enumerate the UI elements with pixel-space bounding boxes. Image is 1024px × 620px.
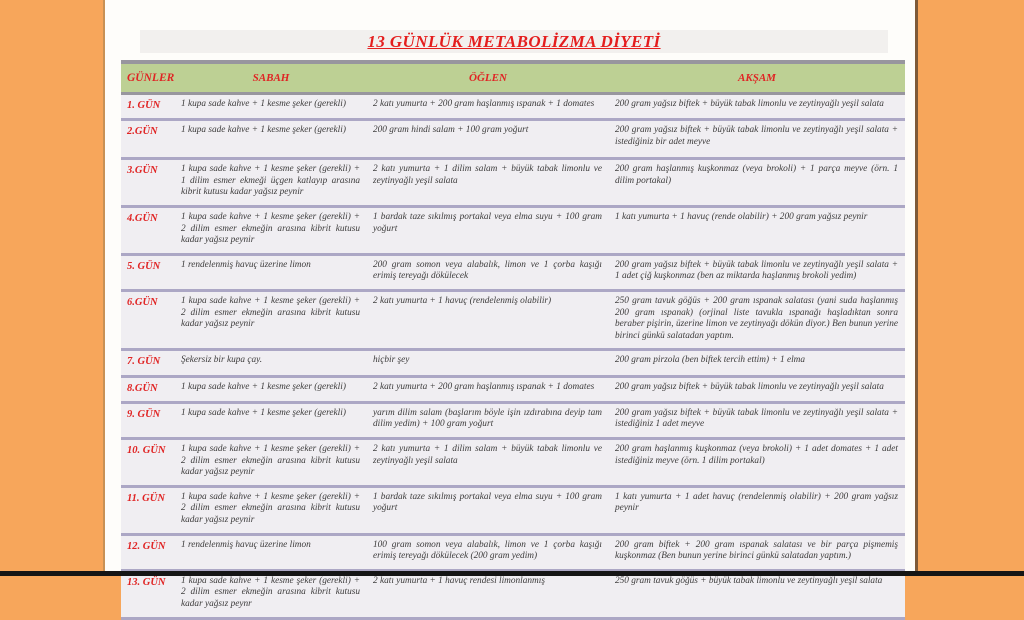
aksam-cell: 200 gram pirzola (ben biftek tercih ettim) + 1 elma bbox=[609, 350, 905, 376]
sabah-cell: 1 kupa sade kahve + 1 kesme şeker (gerekli) + 1 dilim esmer ekmeği üçgen katlayıp arasına kibrit kutusu kadar yağsız peynir bbox=[175, 159, 367, 207]
oglen-cell: 2 katı yumurta + 1 dilim salam + büyük tabak limonlu ve zeytinyağlı yeşil salata bbox=[367, 438, 609, 486]
aksam-cell: 1 katı yumurta + 1 havuç (rende olabilir) + 200 gram yağsız peynir bbox=[609, 206, 905, 254]
table-row bbox=[121, 206, 905, 254]
diet-table-header bbox=[121, 62, 905, 94]
table-row bbox=[121, 159, 905, 207]
day-cell: 2.GÜN bbox=[121, 120, 175, 159]
sabah-cell: 1 kupa sade kahve + 1 kesme şeker (gerekli) bbox=[175, 120, 367, 159]
day-cell: 11. GÜN bbox=[121, 486, 175, 534]
sabah-cell: 1 kupa sade kahve + 1 kesme şeker (gerekli) bbox=[175, 376, 367, 402]
oglen-cell: 2 katı yumurta + 1 havuç (rendelenmiş olabilir) bbox=[367, 291, 609, 350]
table-row bbox=[121, 291, 905, 350]
header-aksam: AKŞAM bbox=[609, 62, 905, 94]
table-row bbox=[121, 438, 905, 486]
aksam-cell: 250 gram tavuk göğüs + 200 gram ıspanak salatası (yani suda haşlanmış 200 gram ıspanak) (orjinal liste tavukla ıspanağı haşladıktan sonra beraber pişirin, üzerine limon ve zeytinyağı dökün diyor.) Ben bunun yerine birinci günkü salatadan yaptım. bbox=[609, 291, 905, 350]
sabah-cell: 1 kupa sade kahve + 1 kesme şeker (gerekli) + 2 dilim esmer ekmeğin arasına kibrit kutusu kadar yağsız peynir bbox=[175, 206, 367, 254]
aksam-cell: 1 katı yumurta + 1 adet havuç (rendelenmiş olabilir) + 200 gram yağsız peynir bbox=[609, 486, 905, 534]
diet-table bbox=[121, 60, 905, 620]
day-cell: 7. GÜN bbox=[121, 350, 175, 376]
day-cell: 4.GÜN bbox=[121, 206, 175, 254]
oglen-cell: 100 gram somon veya alabalık, limon ve 1 çorba kaşığı erimiş tereyağı dökülecek (200 gram yedim) bbox=[367, 534, 609, 570]
sabah-cell: 1 kupa sade kahve + 1 kesme şeker (gerekli) + 2 dilim esmer ekmeğin arasına kibrit kutusu kadar yağsız peynr bbox=[175, 570, 367, 618]
table-row bbox=[121, 534, 905, 570]
table-row bbox=[121, 350, 905, 376]
table-row bbox=[121, 570, 905, 618]
day-cell: 10. GÜN bbox=[121, 438, 175, 486]
table-row bbox=[121, 254, 905, 290]
oglen-cell: 1 bardak taze sıkılmış portakal veya elma suyu + 100 gram yoğurt bbox=[367, 206, 609, 254]
table-row bbox=[121, 120, 905, 159]
oglen-cell: 2 katı yumurta + 1 dilim salam + büyük tabak limonlu ve zeytinyağlı yeşil salata bbox=[367, 159, 609, 207]
title-band bbox=[140, 30, 888, 53]
aksam-cell: 200 gram haşlanmış kuşkonmaz (veya brokoli) + 1 adet domates + 1 adet istediğiniz meyve (örn. 1 dilim portakal) bbox=[609, 438, 905, 486]
sabah-cell: 1 kupa sade kahve + 1 kesme şeker (gerekli) + 2 dilim esmer ekmeğin arasına kibrit kutusu kadar yağsız peynir bbox=[175, 486, 367, 534]
header-oglen: ÖĞLEN bbox=[367, 62, 609, 94]
oglen-cell: 2 katı yumurta + 200 gram haşlanmış ıspanak + 1 domates bbox=[367, 94, 609, 120]
bottom-black-bar bbox=[0, 571, 1024, 576]
table-row bbox=[121, 376, 905, 402]
page-title: 13 GÜNLÜK METABOLİZMA DİYETİ bbox=[367, 32, 661, 51]
day-cell: 12. GÜN bbox=[121, 534, 175, 570]
oglen-cell: 2 katı yumurta + 200 gram haşlanmış ıspanak + 1 domates bbox=[367, 376, 609, 402]
header-sabah: SABAH bbox=[175, 62, 367, 94]
table-row bbox=[121, 402, 905, 438]
sabah-cell: 1 rendelenmiş havuç üzerine limon bbox=[175, 254, 367, 290]
header-gunler: GÜNLER bbox=[121, 62, 175, 94]
oglen-cell: hiçbir şey bbox=[367, 350, 609, 376]
sabah-cell: 1 kupa sade kahve + 1 kesme şeker (gerekli) + 2 dilim esmer ekmeğin arasına kibrit kutusu kadar yağsız peynir bbox=[175, 438, 367, 486]
day-cell: 1. GÜN bbox=[121, 94, 175, 120]
table-row bbox=[121, 94, 905, 120]
sabah-cell: 1 kupa sade kahve + 1 kesme şeker (gerekli) bbox=[175, 402, 367, 438]
sabah-cell: 1 rendelenmiş havuç üzerine limon bbox=[175, 534, 367, 570]
aksam-cell: 200 gram biftek + 200 gram ıspanak salatası ve bir parça pişmemiş kuşkonmaz (Ben bunun yerine birinci günkü salatadan yaptım.) bbox=[609, 534, 905, 570]
aksam-cell: 200 gram haşlanmış kuşkonmaz (veya brokoli) + 1 parça meyve (örn. 1 dilim portakal) bbox=[609, 159, 905, 207]
oglen-cell: 1 bardak taze sıkılmış portakal veya elma suyu + 100 gram yoğurt bbox=[367, 486, 609, 534]
sabah-cell: 1 kupa sade kahve + 1 kesme şeker (gerekli) + 2 dilim esmer ekmeğin arasına kibrit kutusu kadar yağsız peynir bbox=[175, 291, 367, 350]
aksam-cell: 200 gram yağsız biftek + büyük tabak limonlu ve zeytinyağlı yeşil salata + 1 adet çiğ kuşkonmaz (ben az miktarda haşlanmış brokoli yedim) bbox=[609, 254, 905, 290]
document-page bbox=[103, 0, 918, 609]
aksam-cell: 200 gram yağsız biftek + büyük tabak limonlu ve zeytinyağlı yeşil salata + istediğiniz bir adet meyve bbox=[609, 120, 905, 159]
day-cell: 5. GÜN bbox=[121, 254, 175, 290]
aksam-cell: 200 gram yağsız biftek + büyük tabak limonlu ve zeytinyağlı yeşil salata bbox=[609, 376, 905, 402]
oglen-cell: yarım dilim salam (başlarım böyle işin ızdırabına deyip tam dilim yedim) + 100 gram yoğurt bbox=[367, 402, 609, 438]
day-cell: 3.GÜN bbox=[121, 159, 175, 207]
day-cell: 6.GÜN bbox=[121, 291, 175, 350]
aksam-cell: 200 gram yağsız biftek + büyük tabak limonlu ve zeytinyağlı yeşil salata bbox=[609, 94, 905, 120]
header-row bbox=[121, 62, 905, 94]
sabah-cell: Şekersiz bir kupa çay. bbox=[175, 350, 367, 376]
table-row bbox=[121, 486, 905, 534]
aksam-cell: 200 gram yağsız biftek + büyük tabak limonlu ve zeytinyağlı yeşil salata + istediğiniz 1 adet meyve bbox=[609, 402, 905, 438]
oglen-cell: 2 katı yumurta + 1 havuç rendesi limonlanmış bbox=[367, 570, 609, 618]
sabah-cell: 1 kupa sade kahve + 1 kesme şeker (gerekli) bbox=[175, 94, 367, 120]
day-cell: 13. GÜN bbox=[121, 570, 175, 618]
diet-table-body bbox=[121, 94, 905, 619]
oglen-cell: 200 gram somon veya alabalık, limon ve 1 çorba kaşığı erimiş tereyağı dökülecek bbox=[367, 254, 609, 290]
aksam-cell: 250 gram tavuk göğüs + büyük tabak limonlu ve zeytinyağlı yeşil salata bbox=[609, 570, 905, 618]
oglen-cell: 200 gram hindi salam + 100 gram yoğurt bbox=[367, 120, 609, 159]
day-cell: 8.GÜN bbox=[121, 376, 175, 402]
day-cell: 9. GÜN bbox=[121, 402, 175, 438]
